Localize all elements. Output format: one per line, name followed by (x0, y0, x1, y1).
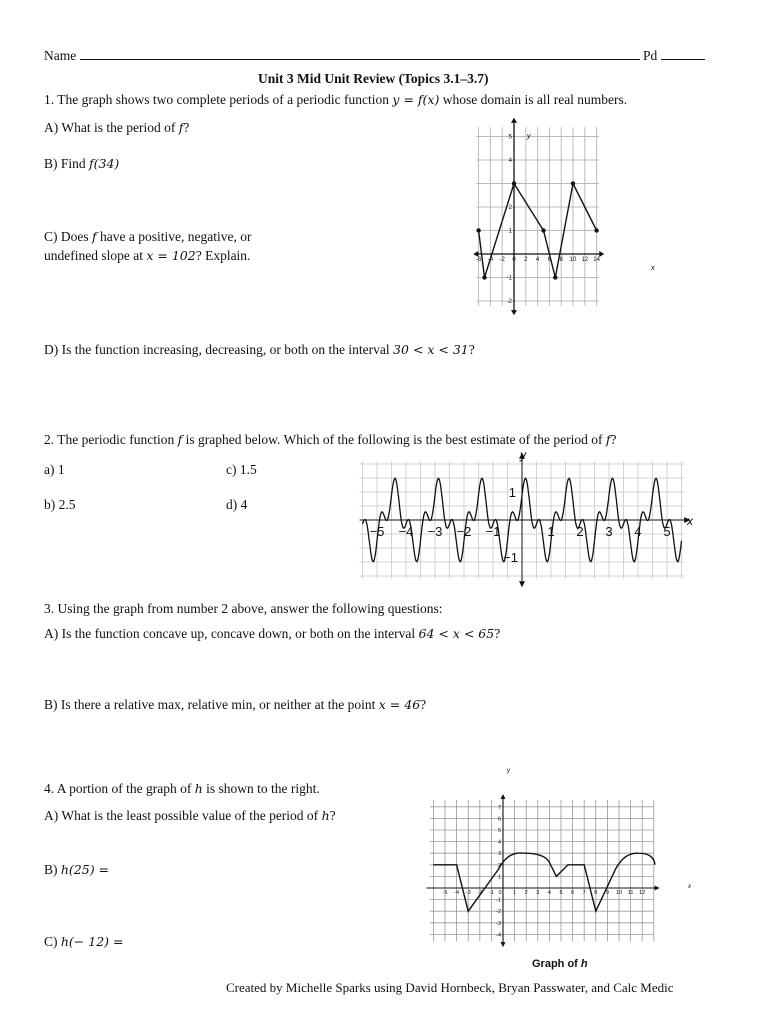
y-tick-label: 1 (508, 228, 512, 235)
q3-part-b-text: B) Is there a relative max, relative min, or neither at the point (44, 697, 379, 712)
y-tick-label: 4 (497, 839, 501, 846)
graph-2-x-label: x (687, 514, 693, 528)
q1-part-b (44, 156, 119, 172)
y-tick-label: -4 (496, 932, 501, 939)
x-tick-label: 3 (536, 890, 540, 896)
y-tick-label: 2 (508, 205, 512, 211)
graph-1-y-label: y (527, 133, 531, 140)
q1-part-b-math: f(34) (89, 156, 120, 171)
graph-3 (420, 764, 700, 954)
q2-stem-text-mid: is graphed below. Which of the following is the best estimate of the period of (182, 432, 606, 447)
q1-part-d (44, 342, 475, 358)
x-tick-label: −1 (485, 524, 501, 539)
x-tick-label: 6 (547, 257, 552, 263)
x-tick-label: −3 (427, 524, 443, 539)
y-tick-label: 3 (497, 851, 501, 858)
q4-part-b-label: B) (44, 862, 61, 877)
q1-stem-text: 1. The graph shows two complete periods of a periodic function (44, 92, 393, 107)
x-tick-label: 5 (559, 890, 563, 896)
q1-stem-math: y = f(x) (392, 92, 440, 107)
x-tick-label: 1 (513, 890, 517, 896)
y-tick-label: 7 (497, 804, 501, 811)
q4-part-c-label: C) (44, 934, 61, 949)
x-tick-label: 4 (634, 524, 642, 539)
y-tick-label: 5 (508, 134, 512, 141)
q4-stem-math: h (194, 781, 203, 796)
q1-stem-text-end: whose domain is all real numbers. (439, 92, 628, 107)
q4-stem-text-end: is shown to the right. (202, 781, 320, 796)
y-tick-label: -2 (506, 299, 512, 305)
x-tick-label: -6 (475, 257, 482, 263)
x-tick-label: −2 (456, 524, 472, 539)
choice-a[interactable]: a) 1 (44, 462, 65, 477)
y-tick-label: -1 (496, 897, 501, 904)
graph-point (512, 181, 516, 185)
x-tick-label: -2 (499, 257, 505, 263)
q2-stem-text: 2. The periodic function (44, 432, 178, 447)
q3-part-b-math: x = 46 (378, 697, 421, 712)
y-axis-arrow (501, 794, 506, 799)
q3-part-a-text: A) Is the function concave up, concave down, or both on the interval (44, 626, 419, 641)
q4-stem-text: 4. A portion of the graph of (44, 781, 195, 796)
q1-part-a-math: f (178, 120, 184, 135)
graph-3-axes (426, 794, 659, 947)
graph-point (594, 228, 598, 232)
x-tick-label: 5 (663, 524, 671, 539)
x-tick-label: -2 (477, 890, 483, 896)
x-tick-label: 8 (559, 257, 563, 263)
choice-d[interactable]: d) 4 (226, 497, 248, 512)
graph-2 (360, 448, 700, 578)
q3-part-b (44, 697, 426, 713)
q4-part-b-math: h(25) = (60, 862, 110, 877)
q1-part-c-text-end: have a positive, negative, or (96, 229, 252, 244)
x-tick-label: 6 (571, 890, 575, 896)
q1-part-a-text: A) What is the period of (44, 120, 179, 135)
y-tick-label: 1 (497, 874, 501, 881)
x-tick-label: -1 (488, 890, 494, 896)
y-axis-arrow (519, 581, 525, 587)
q4-stem (44, 781, 320, 797)
q4-part-a-math: h (321, 808, 330, 823)
q1-part-c-text2-end: ? Explain. (195, 248, 251, 263)
q4-part-c-math: h(− 12) = (60, 934, 124, 949)
x-tick-label: 2 (524, 257, 528, 263)
q1-part-c-math: f (92, 229, 97, 244)
y-axis-arrow (501, 942, 506, 947)
graph-3-function-curve (433, 853, 655, 911)
q2-stem (44, 432, 617, 448)
x-tick-label: 14 (593, 257, 600, 263)
y-tick-label: -2 (496, 909, 501, 916)
q1-stem (44, 92, 627, 108)
graph-3-y-label: y (507, 768, 510, 774)
x-tick-label: 9 (605, 890, 609, 896)
x-tick-label: −4 (398, 524, 414, 539)
y-tick-label: 6 (497, 816, 501, 823)
graph-point (571, 181, 575, 185)
x-tick-label: 11 (627, 890, 634, 896)
q1-part-a-end: ? (183, 120, 190, 135)
q2-stem-math2: f (605, 432, 611, 447)
q4-part-a-end: ? (329, 808, 336, 823)
x-tick-label: -5 (442, 890, 448, 896)
x-tick-label: 10 (569, 257, 577, 263)
pd-label: Pd (642, 48, 658, 63)
y-tick-label: 2 (497, 862, 501, 869)
pd-field[interactable] (661, 47, 705, 60)
q2-stem-end: ? (610, 432, 617, 447)
x-tick-label: 8 (594, 890, 598, 896)
q1-part-c-math2: x = 102 (146, 248, 196, 263)
q2-stem-math: f (177, 432, 183, 447)
x-tick-label: 7 (582, 890, 586, 896)
graph-point (476, 228, 480, 232)
q1-part-c-text: C) Does (44, 229, 92, 244)
q1-part-d-math: 30 < x < 31 (393, 342, 469, 357)
name-field[interactable] (80, 47, 640, 60)
q4-part-b (44, 862, 109, 878)
graph-3-grid (430, 800, 654, 942)
y-axis-arrow (511, 310, 517, 315)
x-tick-label: 2 (576, 524, 584, 539)
x-tick-label: 0 (512, 257, 516, 263)
graph-2-y-label: y (520, 448, 526, 462)
x-tick-label: 0 (498, 890, 502, 896)
x-axis-arrow (599, 251, 604, 257)
q1-part-a (44, 120, 189, 136)
graph-point (541, 228, 545, 232)
y-tick-label: -1 (506, 275, 512, 282)
q4-part-a-text: A) What is the least possible value of the period of (44, 808, 322, 823)
q3-part-a-end: ? (494, 626, 501, 641)
q1-part-d-end: ? (468, 342, 475, 357)
q4-part-a (44, 808, 336, 824)
q3-part-b-end: ? (420, 697, 427, 712)
footer-credit: Created by Michelle Sparks using David Hornbeck, Bryan Passwater, and Calc Medic (226, 980, 674, 995)
q3-part-a-math: 64 < x < 65 (418, 626, 495, 641)
y-tick-label: 4 (508, 158, 512, 164)
graph-3-caption-text: Graph of (532, 958, 581, 970)
x-tick-label: −5 (369, 524, 385, 539)
x-tick-label: 12 (581, 257, 589, 263)
x-tick-label: 1 (547, 524, 555, 539)
choice-b[interactable]: b) 2.5 (44, 497, 76, 512)
x-tick-label: 10 (615, 890, 623, 896)
q1-part-b-text: B) Find (44, 156, 90, 171)
choice-c[interactable]: c) 1.5 (226, 462, 257, 477)
graph-3-caption (532, 958, 588, 970)
graph-3-x-label: x (688, 884, 691, 890)
y-tick-label: 1 (508, 485, 516, 500)
x-tick-label: 3 (605, 524, 613, 539)
graph-3-caption-math: h (580, 958, 588, 970)
q1-part-c-line1 (44, 229, 251, 245)
y-tick-label: -3 (496, 920, 501, 927)
graph-point (553, 275, 557, 279)
x-tick-label: 4 (547, 890, 551, 896)
q1-part-c-text2: undefined slope at (44, 248, 147, 263)
graph-1-x-label: x (651, 265, 655, 272)
graph-point (482, 275, 486, 279)
q3-part-a (44, 626, 500, 642)
x-tick-label: -3 (465, 890, 471, 896)
q1-part-d-text: D) Is the function increasing, decreasing, or both on the interval (44, 342, 394, 357)
x-tick-label: -4 (487, 257, 494, 263)
q4-part-c (44, 934, 123, 950)
q1-part-c-line2 (44, 248, 250, 264)
name-row (44, 47, 705, 64)
x-tick-label: 2 (524, 890, 528, 896)
y-tick-label: 5 (497, 828, 501, 834)
x-tick-label: 12 (639, 890, 646, 896)
q3-stem: 3. Using the graph from number 2 above, answer the following questions: (44, 601, 443, 616)
graph-1 (475, 124, 670, 310)
x-tick-label: 4 (535, 257, 540, 263)
x-axis-arrow (655, 886, 660, 891)
y-tick-label: −1 (503, 550, 518, 565)
x-tick-label: -4 (454, 890, 460, 896)
name-label: Name (44, 48, 77, 63)
page-title: Unit 3 Mid Unit Review (Topics 3.1–3.7) (258, 71, 489, 86)
y-axis-arrow (511, 118, 517, 123)
graph-1-grid (476, 127, 599, 306)
